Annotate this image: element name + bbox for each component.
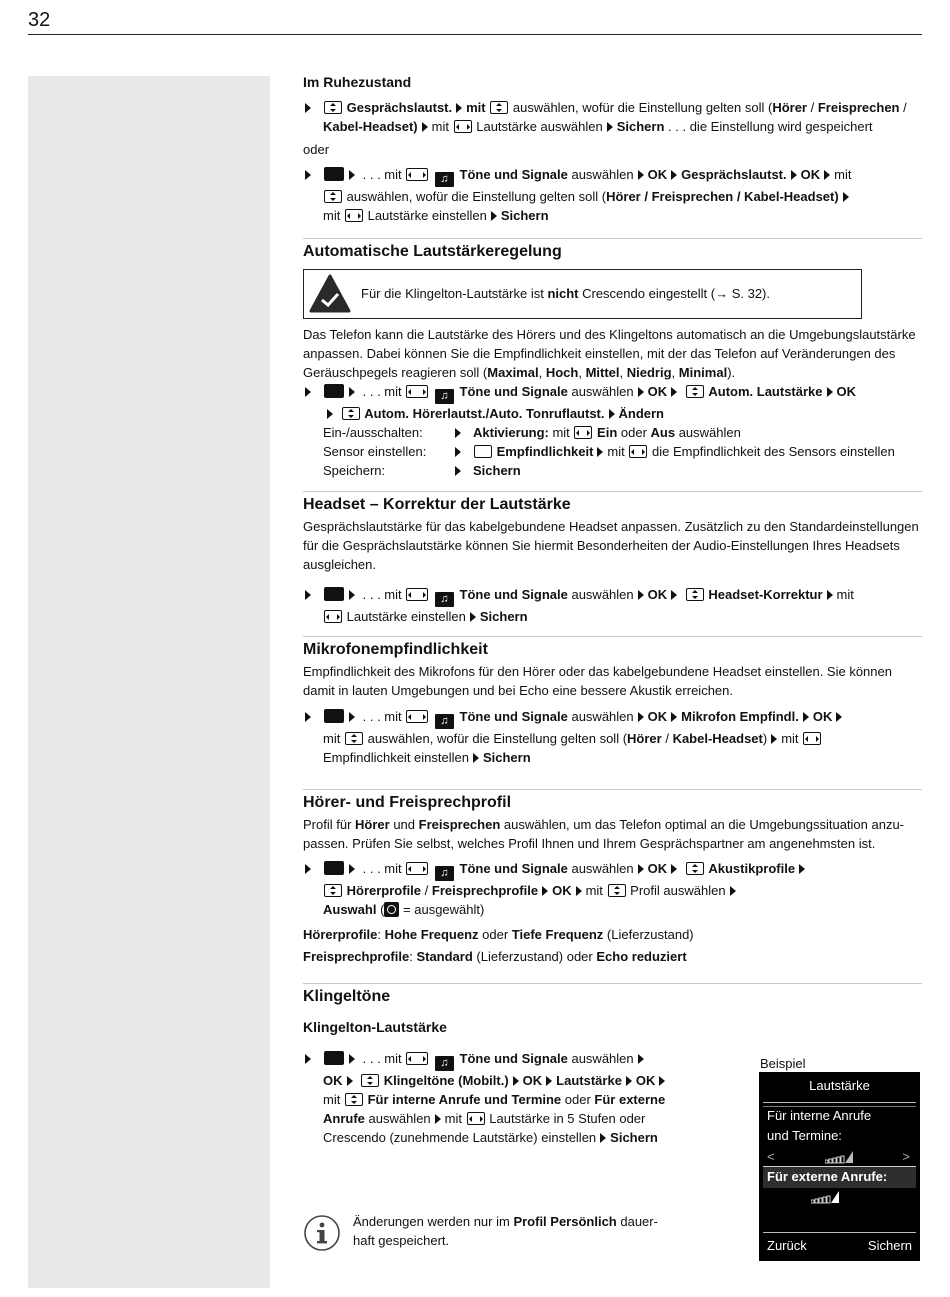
arrow-icon [576,886,582,896]
arrow-icon [730,886,736,896]
arrow-icon [600,1133,606,1143]
nav-updown-key-icon [342,407,360,420]
arrow-icon [327,409,333,419]
subsection-title-ringtone-volume: Klingelton-Lautstärke [303,1019,447,1035]
arrow-icon [638,864,644,874]
check-warning-icon [309,274,351,314]
nav-updown-key-icon [345,1093,363,1106]
nav-key-icon [406,862,428,875]
step-microphone: . . . mit ♫ Töne und Signale auswählen OK Mikrofon Empfindl. OK mit auswählen, wofür die Einstellung gelten soll (Hörer / Kabel-Headset) mit Empfindlichkeit einstellen Sichern [303,707,922,767]
margin-sidebar [28,76,270,1288]
settings-row-value: Aktivierung: mit Ein oder Aus auswählen [473,425,741,440]
nav-updown-key-icon [361,1074,379,1087]
music-note-icon: ♫ [435,714,454,729]
arrow-icon [671,864,677,874]
settings-row-label: Sensor einstellen: [323,444,427,459]
arrow-icon [843,192,849,202]
screen-item-external: Für externe Anrufe: [767,1169,888,1184]
radio-selected-icon [384,902,399,917]
arrow-icon [435,1114,441,1124]
section-title-microphone: Mikrofonempfindlichkeit [303,641,488,658]
nav-updown-key-icon [686,862,704,875]
settings-table [323,423,895,480]
screen-left-arrow: < [767,1149,775,1164]
bullet-arrow-icon [305,1054,311,1064]
bullet-arrow-icon [305,864,311,874]
nav-leftright-key-icon [629,445,647,458]
music-note-icon: ♫ [435,592,454,607]
headset-paragraph: Gesprächslautstärke für das kabelgebundene Headset anpassen. Zusätzlich zu den Standardeinstellungen für die Gesprächslautstärke können Sie hiermit Besonderheiten der Audio-Einstellungen Ihres Headsets ausgleichen. [303,519,919,572]
arrow-icon [626,1076,632,1086]
nav-updown-key-icon [490,101,508,114]
menu-key-icon [324,1051,344,1065]
arrow-icon [638,590,644,600]
arrow-icon [455,447,461,457]
arrow-icon [349,1054,355,1064]
oder-text: oder [303,142,330,157]
arrow-icon [597,447,603,457]
menu-key-icon [324,384,344,398]
arrow-icon [836,712,842,722]
nav-updown-key-icon [686,385,704,398]
softkey-back[interactable]: Zurück [767,1238,807,1253]
nav-leftright-key-icon [454,120,472,133]
speaker-profiles-line: Freisprechprofile: Standard (Lieferzustand) oder Echo reduziert [303,949,687,964]
step-auto-volume: . . . mit ♫ Töne und Signale auswählen OK Autom. Lautstärke OK Autom. Hörerlautst./Auto. Tonruflautst. Ändern [303,382,922,423]
arrow-icon [638,170,644,180]
handset-profiles-line: Hörerprofile: Hohe Frequenz oder Tiefe Frequenz (Lieferzustand) [303,927,694,942]
bullet-arrow-icon [305,103,311,113]
settings-row [323,461,895,480]
arrow-icon [607,122,613,132]
arrow-icon [513,1076,519,1086]
volume-level-icon [811,1190,841,1204]
note-box [303,269,862,319]
nav-updown-key-icon [324,101,342,114]
settings-row-label: Speichern: [323,463,386,478]
arrow-icon [671,170,677,180]
music-note-icon: ♫ [435,389,454,404]
section-title-ringtones: Klingeltöne [303,988,391,1005]
arrow-icon [349,712,355,722]
section-title-auto-volume: Automatische Lautstärkeregelung [303,243,562,260]
arrow-icon [671,712,677,722]
arrow-icon [827,590,833,600]
settings-row [323,442,895,461]
arrow-icon [638,387,644,397]
arrow-icon [638,1054,644,1064]
arrow-icon [671,590,677,600]
arrow-icon [771,734,777,744]
example-phone-screen [759,1072,920,1261]
step-ringtone-volume: . . . mit ♫ Töne und Signale auswählen OK Klingeltöne (Mobilt.) OK Lautstärke OK mit Für interne Anrufe und Termine oder Für externe Anrufe auswählen mit Lautstärke in 5 Stufen oder Crescendo (zunehmende Lautstärke) einstellen Sichern [303,1049,703,1147]
step-profiles: . . . mit ♫ Töne und Signale auswählen OK Akustikprofile Hörerprofile / Freisprechprofile OK mit Profil auswählen Auswahl ( = ausgewählt) [303,859,922,919]
nav-leftright-key-icon [345,209,363,222]
section-title-headset: Headset – Korrektur der Lautstärke [303,496,571,513]
music-note-icon: ♫ [435,1056,454,1071]
nav-key-icon [406,588,428,601]
music-note-icon: ♫ [435,866,454,881]
page-content [303,72,922,1147]
step-headset: . . . mit ♫ Töne und Signale auswählen OK Headset-Korrektur mit Lautstärke einstellen Sichern [303,585,922,626]
arrow-icon [824,170,830,180]
nav-leftright-key-icon [803,732,821,745]
softkey-save[interactable]: Sichern [867,1238,912,1253]
screen-title: Lautstärke [809,1078,870,1093]
arrow-icon [791,170,797,180]
nav-updown-key-icon [345,732,363,745]
nav-key-icon [406,385,428,398]
info-text: Änderungen werden nur im Profil Persönlich dauer-haft gespeichert. [353,1214,658,1248]
nav-updown-key-icon [686,588,704,601]
arrow-icon [349,170,355,180]
arrow-icon [455,466,461,476]
arrow-icon [422,122,428,132]
nav-key-icon [406,1052,428,1065]
note-text: Für die Klingelton-Lautstärke ist nicht Crescendo eingestellt (→ S. 32). [361,286,770,301]
settings-row-value: Sichern [473,463,521,478]
arrow-icon [638,712,644,722]
arrow-icon [803,712,809,722]
bullet-arrow-icon [305,590,311,600]
page-number: 32 [28,9,51,31]
arrow-icon [671,387,677,397]
nav-key-icon [406,710,428,723]
bullet-arrow-icon [305,712,311,722]
screen-divider [763,1232,916,1233]
arrow-icon [799,864,805,874]
arrow-icon [546,1076,552,1086]
screen-right-arrow: > [902,1149,910,1164]
music-note-icon: ♫ [435,172,454,187]
section-title-profiles: Hörer- und Freisprechprofil [303,794,512,811]
arrow-icon [456,103,462,113]
arrow-icon [470,612,476,622]
arrow-icon [473,753,479,763]
menu-key-icon [324,709,344,723]
nav-updown-key-icon [324,884,342,897]
nav-leftright-key-icon [324,610,342,623]
arrow-icon [609,409,615,419]
step-ruhezustand-1: Gesprächslautst. mit auswählen, wofür die Einstellung gelten soll (Hörer / Freisprechen / Kabel-Headset) mit Lautstärke auswählen Sichern . . . die Einstellung wird gespeichert [303,98,922,136]
header-rule [28,34,922,35]
section-title-ruhezustand: Im Ruhezustand [303,74,412,90]
nav-key-icon [406,168,428,181]
menu-key-icon [324,587,344,601]
menu-key-icon [324,861,344,875]
menu-key-icon [324,167,344,181]
profiles-paragraph: Profil für Hörer und Freisprechen auswählen, um das Telefon optimal an die Umgebungssituation anzu-passen. Prüfen Sie selbst, welches Profil Ihnen und Ihrem Gesprächspartner am angenehmsten ist. [303,817,905,851]
arrow-icon [542,886,548,896]
arrow-icon [827,387,833,397]
arrow-icon [349,387,355,397]
settings-row [323,423,895,442]
auto-volume-paragraph: Das Telefon kann die Lautstärke des Hörers und des Klingeltons automatisch an die Umgebungslautstärke anpassen. Dabei können Sie die Empfindlichkeit einstellen, mit der das Telefon auf Veränderungen des Geräuschpegels reagieren soll (Maximal, Hoch, Mittel, Niedrig, Minimal). [303,327,916,380]
arrow-icon [455,428,461,438]
bullet-arrow-icon [305,170,311,180]
arrow-icon [349,864,355,874]
settings-row-value: Empfindlichkeit mit die Empfindlichkeit des Sensors einstellen [473,442,895,461]
settings-row-label: Ein-/ausschalten: [323,425,423,440]
bullet-arrow-icon [305,387,311,397]
screen-item-internal-cont: und Termine: [767,1128,842,1143]
nav-updown-key-icon [608,884,626,897]
example-label: Beispiel [760,1056,806,1071]
nav-updown-key-icon [324,190,342,203]
screen-item-internal: Für interne Anrufe [767,1108,872,1123]
info-icon [303,1214,341,1252]
microphone-paragraph: Empfindlichkeit des Mikrofons für den Hörer oder das kabelgebundene Headset einstellen. Sie können damit in lauten Umgebungen und bei Echo eine bessere Akustik erreichen. [303,664,892,698]
nav-leftright-key-icon [574,426,592,439]
arrow-icon [491,211,497,221]
arrow-icon [659,1076,665,1086]
nav-leftright-key-icon [467,1112,485,1125]
step-ruhezustand-2: . . . mit ♫ Töne und Signale auswählen OK Gesprächslautst. OK mit auswählen, wofür die Einstellung gelten soll (Hörer / Freisprechen / Kabel-Headset) mit Lautstärke einstellen Sichern [303,165,922,225]
volume-level-icon [825,1150,855,1164]
arrow-icon [347,1076,353,1086]
arrow-icon [349,590,355,600]
nav-key-icon [474,445,492,458]
